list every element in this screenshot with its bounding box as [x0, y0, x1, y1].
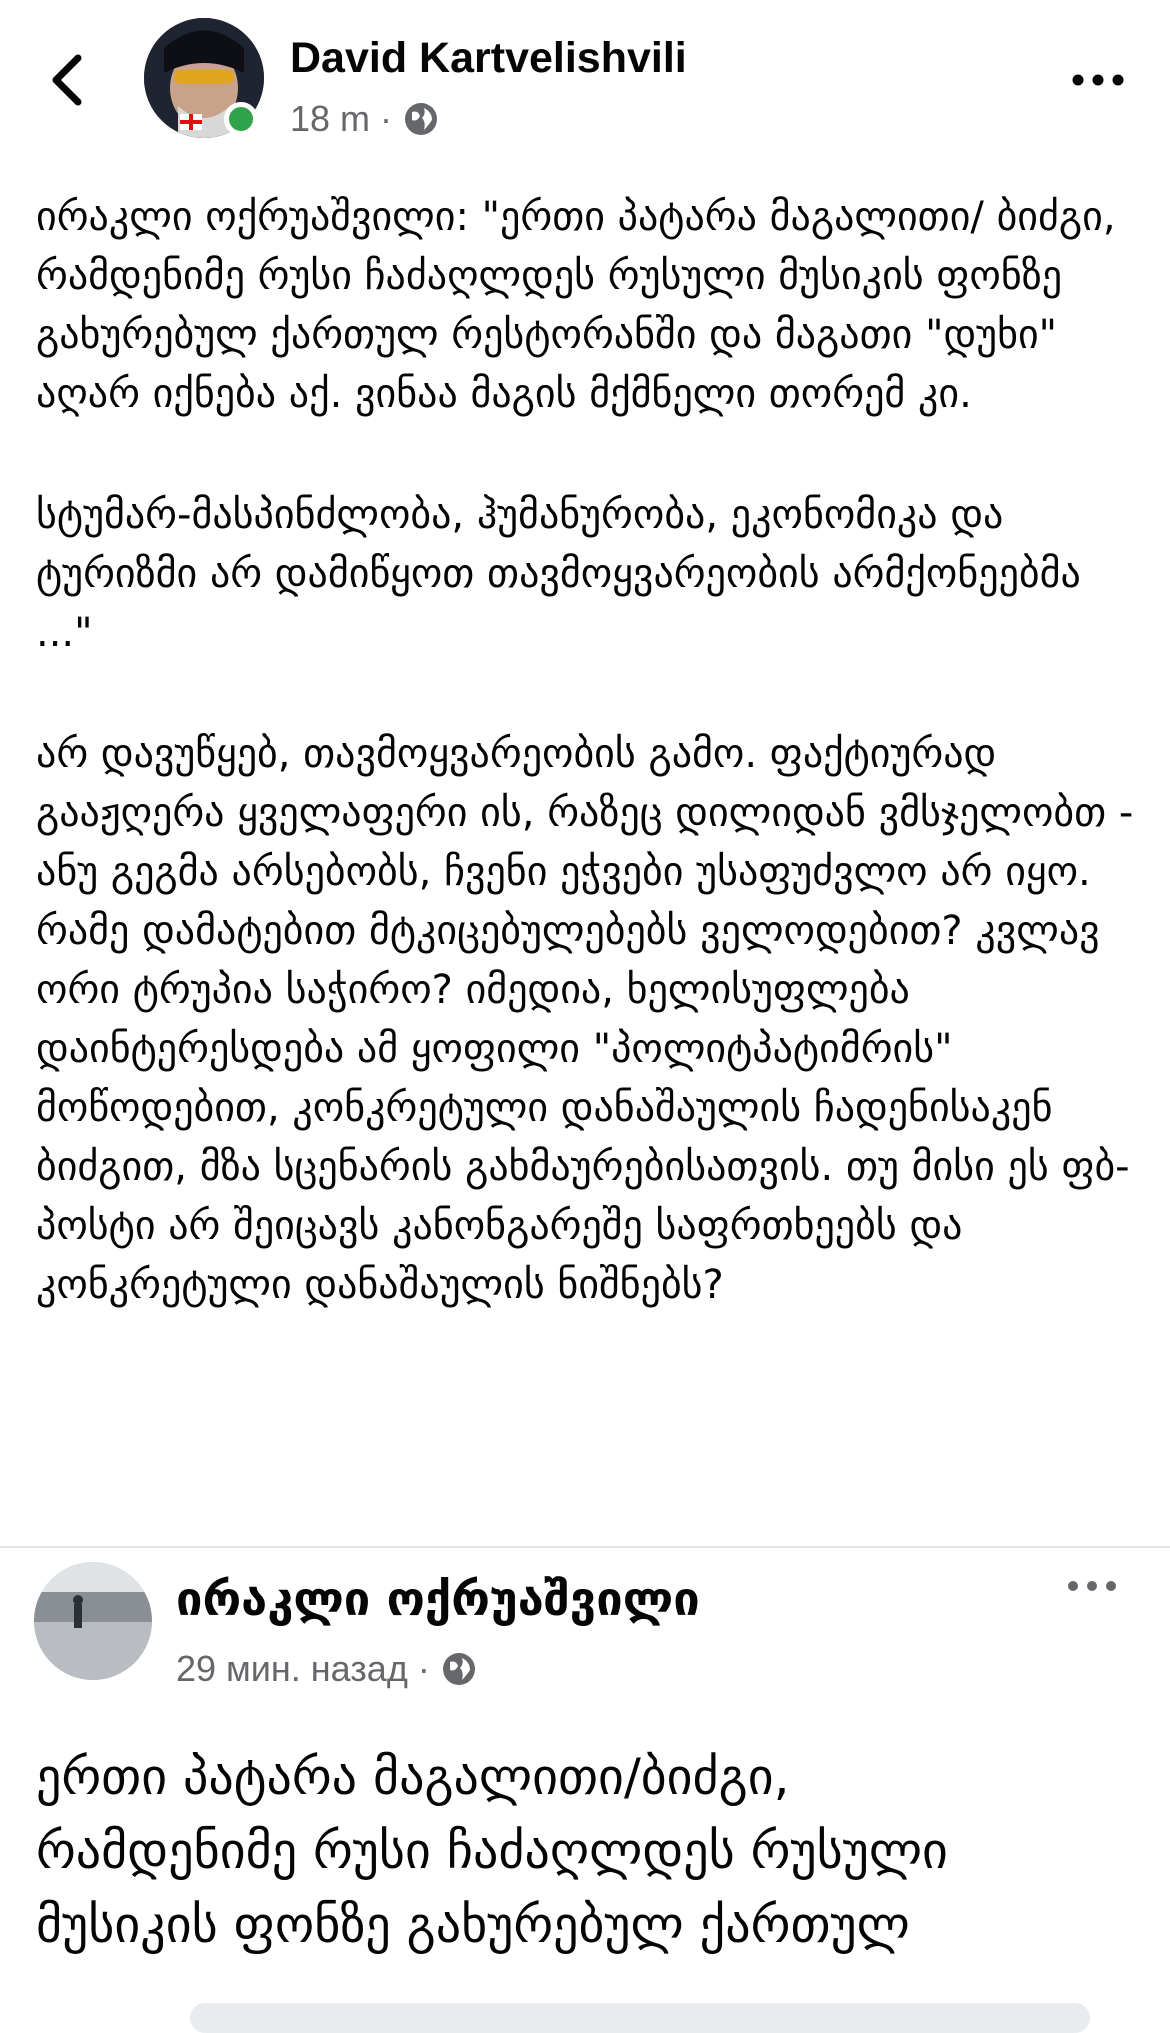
bottom-comment-bar[interactable] — [190, 2003, 1090, 2033]
more-horizontal-icon[interactable] — [1068, 62, 1128, 98]
meta-separator: · — [380, 98, 393, 139]
shared-text-line: რამდენიმე რუსი ჩაძაღლდეს რუსული — [36, 1822, 948, 1880]
post-paragraph: სტუმარ-მასპინძლობა, ჰუმანურობა, ეკონომიკა და ტურიზმი არ დამიწყოთ თავმოყვარეობის არმქონეებმა ..." — [36, 492, 1081, 656]
author-name[interactable]: David Kartvelishvili — [290, 34, 687, 82]
shared-author-name[interactable]: ირაკლი ოქრუაშვილი — [176, 1572, 700, 1627]
shared-text-line: ერთი პატარა მაგალითი/ბიძგი, — [36, 1748, 790, 1806]
post-timestamp[interactable]: 18 m — [290, 98, 371, 139]
shared-text-line: მუსიკის ფონზე გახურებულ ქართულ — [36, 1896, 910, 1954]
shared-avatar-photo — [34, 1562, 152, 1680]
shared-post-text — [36, 1740, 1146, 1962]
globe-icon[interactable] — [402, 100, 440, 138]
post-meta — [290, 98, 440, 140]
shared-post-timestamp[interactable]: 29 мин. назад — [176, 1648, 408, 1689]
online-status-indicator — [224, 102, 258, 136]
post-paragraph: არ დავუწყებ, თავმოყვარეობის გამო. ფაქტიურად გააჟღერა ყველაფერი ის, რაზეც დილიდან ვმსჯელობთ - ანუ გეგმა არსებობს, ჩვენი ეჭვები უსაფუძვლო არ იყო. რამე დამატებით მტკიცებულებებს ველოდებით? კვლავ ორი ტრუპია საჭირო? იმედია, ხელისუფლება დაინტერესდება ამ ყოფილი "პოლიტპატიმრის" მოწოდებით, კონკრეტული დანაშაულის ჩადენისაკენ ბიძგით, მზა სცენარის გახმაურებისათვის. თუ მისი ეს ფბ-პოსტი არ შეიცავს კანონგარეშე საფრთხეებს და კონკრეტული დანაშაულის ნიშნებს? — [36, 731, 1134, 1308]
more-horizontal-icon[interactable] — [1064, 1574, 1120, 1598]
post-text — [36, 188, 1146, 1377]
shared-author-avatar[interactable] — [34, 1562, 152, 1680]
meta-separator: · — [417, 1648, 430, 1689]
post-paragraph: ირაკლი ოქრუაშვილი: "ერთი პატარა მაგალითი/ ბიძგი, რამდენიმე რუსი ჩაძაღლდეს რუსული მუსიკის ფონზე გახურებულ ქართულ რესტორანში და მაგათი "დუხი" აღარ იქნება აქ. ვინაა მაგის მქმნელი თორემ კი. — [36, 194, 1116, 417]
post-header — [0, 0, 1170, 175]
chevron-left-icon[interactable] — [44, 50, 94, 110]
shared-post-meta — [176, 1648, 478, 1690]
globe-icon[interactable] — [440, 1650, 478, 1688]
